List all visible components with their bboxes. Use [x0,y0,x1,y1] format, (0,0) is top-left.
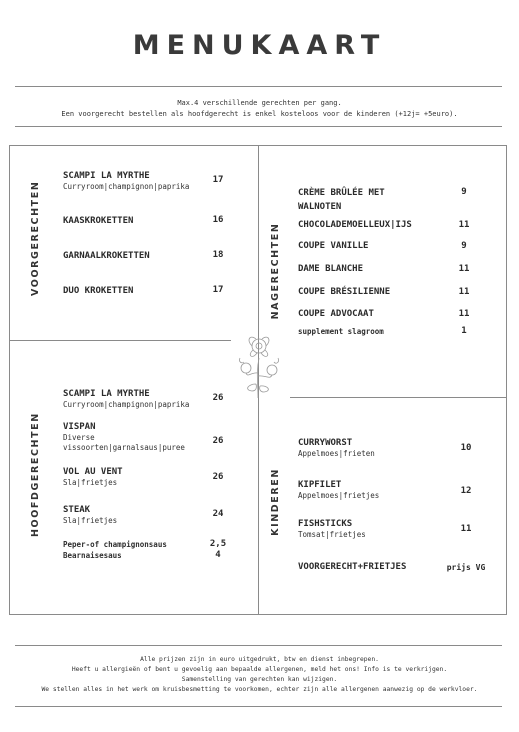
section-label-kinderen: KINDEREN [270,468,281,536]
section-label-nagerechten: NAGERECHTEN [270,222,281,320]
dish-price: 26 [212,436,224,446]
kids-dish-name: CURRYWORST [298,438,353,448]
kids-dish-description: Appelmoes|frieten [298,449,375,458]
dish-description: vissoorten|garnalsaus|puree [63,443,185,452]
footer-line: Samenstelling van gerechten kan wijzigen. [181,676,338,683]
sauce-price: 4 [215,550,221,560]
dessert-price: 9 [461,241,467,251]
dish-price: 26 [212,393,224,403]
footer-line: Alle prijzen zijn in euro uitgedrukt, btw en dienst inbegrepen. [140,656,379,663]
dish-name: STEAK [63,505,91,515]
dish-price: 18 [212,250,224,260]
top-divider [15,86,502,87]
kids-dish-name: FISHSTICKS [298,519,353,529]
dessert-name: CRÈME BRÛLÉE MET [298,188,385,198]
dessert-name: WALNOTEN [298,202,342,212]
kids-dish-description: Tomsat|frietjes [298,530,366,539]
footer-top-divider [15,645,502,646]
kids-dish-price: 12 [460,486,472,496]
dish-name: KAASKROKETTEN [63,216,134,226]
dessert-name: CHOCOLADEMOELLEUX|IJS [298,220,412,230]
section-label-voorgerechten: VOORGERECHTEN [30,180,41,296]
dessert-price: 11 [458,287,470,297]
dish-description: Curryroom|champignon|paprika [63,182,190,191]
dish-price: 24 [212,509,224,519]
dessert-name: COUPE VANILLE [298,241,369,251]
dish-description: Diverse [63,433,95,442]
dessert-price: 11 [458,220,470,230]
footer-line: We stellen alles in het werk om kruisbesmetting te voorkomen, echter zijn alle allergenen aanwezig op de werkvloer. [41,686,478,693]
kids-dish-name: VOORGERECHT+FRIETJES [298,562,407,572]
dish-price: 17 [212,285,224,295]
page-title: MENUKAART [132,30,387,61]
footer-bottom-divider [15,706,502,707]
dish-price: 26 [212,472,224,482]
intro-divider [15,126,502,127]
kids-dish-price: prijs VG [446,563,486,572]
dessert-name: COUPE BRÉSILIENNE [298,287,391,297]
footer-notes [0,655,519,695]
kids-dish-name: KIPFILET [298,480,342,490]
kids-dish-price: 10 [460,443,472,453]
dish-name: VOL AU VENT [63,467,123,477]
flower-illustration-icon [232,328,284,400]
kids-dish-price: 11 [460,524,472,534]
intro-note-1: Max.4 verschillende gerechten per gang. [177,99,342,107]
dish-name: SCAMPI LA MYRTHE [63,171,150,181]
dish-price: 17 [212,175,224,185]
dessert-price: 11 [458,264,470,274]
dish-name: GARNAALKROKETTEN [63,251,150,261]
dish-name: SCAMPI LA MYRTHE [63,389,150,399]
supplement-price: 1 [461,326,467,336]
dish-description: Sla|frietjes [63,478,118,487]
section-label-hoofdgerechten: HOOFDGERECHTEN [30,412,41,537]
footer-line: Heeft u allergieën of bent u gevoelig aan bepaalde allergenen, meld het ons! Info is te verkrijgen. [71,666,448,673]
sauce-name: Peper-of champignonsaus [63,540,167,549]
sauce-name: Bearnaisesaus [63,551,122,560]
dessert-price: 9 [461,187,467,197]
dessert-name: DAME BLANCHE [298,264,364,274]
dish-description: Curryroom|champignon|paprika [63,400,190,409]
dish-price: 16 [212,215,224,225]
dish-name: VISPAN [63,422,96,432]
supplement-name: supplement slagroom [298,327,384,336]
intro-note-2: Een voorgerecht bestellen als hoofdgerecht is enkel kosteloos voor de kinderen (+12j= +5euro). [61,110,458,118]
dish-name: DUO KROKETTEN [63,286,134,296]
sauce-price: 2,5 [209,539,227,549]
left-section-divider [9,340,231,341]
dish-description: Sla|frietjes [63,516,118,525]
dessert-name: COUPE ADVOCAAT [298,309,374,319]
kids-dish-description: Appelmoes|frietjes [298,491,380,500]
dessert-price: 11 [458,309,470,319]
right-section-divider [290,397,507,398]
